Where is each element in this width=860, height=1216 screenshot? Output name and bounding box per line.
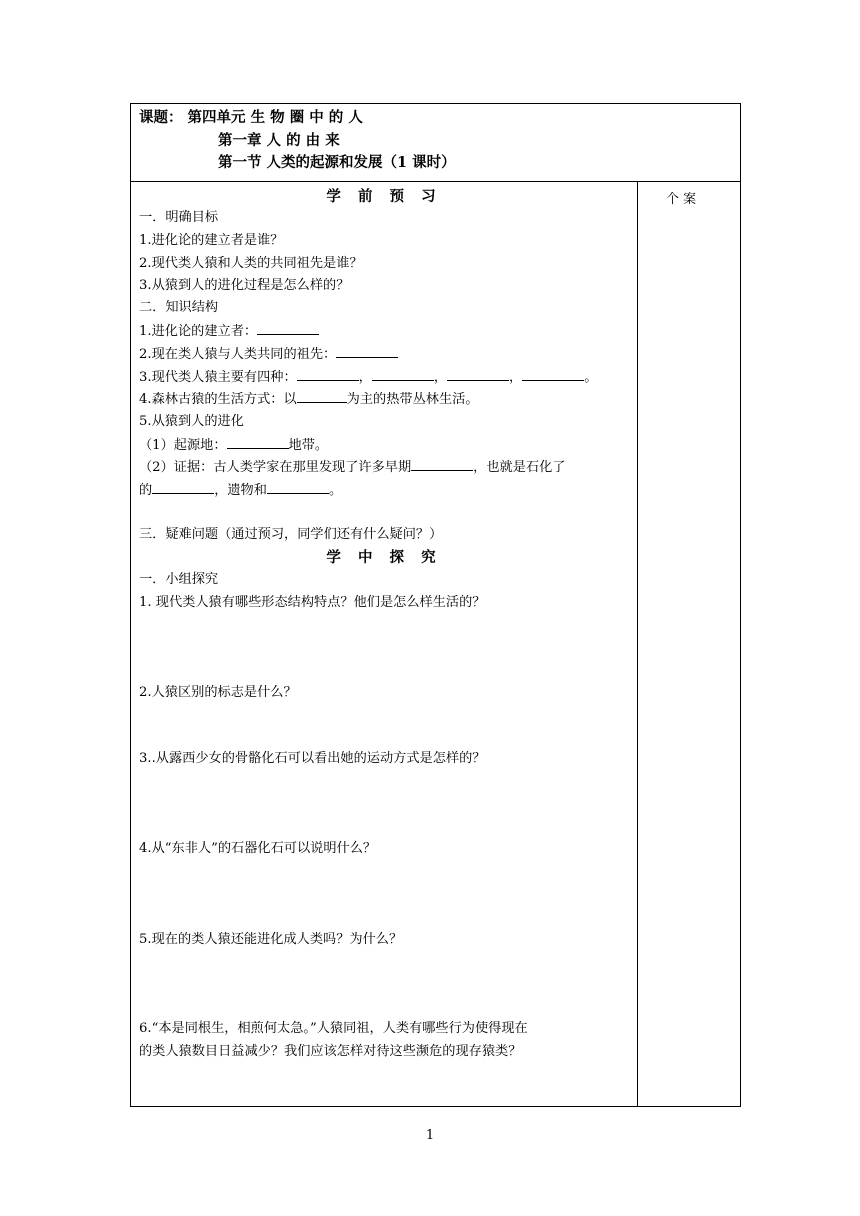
goal-question-1: 1.进化论的建立者是谁？ <box>139 233 284 248</box>
inquiry-question-5: 5.现在的类人猿还能进化成人类吗？为什么？ <box>139 932 403 947</box>
answer-blank[interactable] <box>257 321 319 335</box>
fill-text: 1.进化论的建立者： <box>139 324 258 339</box>
fill-line-1 <box>139 321 319 342</box>
group-inquiry-heading: 一．小组探究 <box>139 572 219 587</box>
lesson-header <box>131 104 740 182</box>
inquiry-question-2: 2.人猿区别的标志是什么？ <box>139 685 297 700</box>
goal-question-3: 3.从猿到人的进化过程是怎么样的？ <box>139 278 350 293</box>
inquiry-question-1: 1. 现代类人猿有哪些形态结构特点？他们是怎么样生活的？ <box>139 595 486 610</box>
in-class-title: 学 中 探 究 <box>326 549 442 566</box>
fill-text: ，遗物和 <box>214 483 267 498</box>
goal-question-2: 2.现代类人猿和人类的共同祖先是谁？ <box>139 256 363 271</box>
fill-text: 3.现代类人猿主要有四种： <box>139 370 297 385</box>
inquiry-question-6b: 的类人猿数目日益减少？我们应该怎样对待这些濒危的现存猿类？ <box>139 1044 522 1059</box>
evolution-heading: 5.从猿到人的进化 <box>139 414 244 429</box>
fill-line-6 <box>139 457 565 478</box>
fill-text: （1）起源地： <box>139 438 227 453</box>
fill-line-5 <box>139 435 328 456</box>
fill-text: 的 <box>139 483 153 498</box>
fill-line-3 <box>139 367 597 388</box>
fill-line-7 <box>139 480 342 501</box>
separator: ， <box>358 370 372 385</box>
period: 。 <box>328 483 343 498</box>
fill-text: 2.现在类人猿与人类共同的祖先： <box>139 347 337 362</box>
pre-study-title: 学 前 预 习 <box>326 188 442 205</box>
inquiry-question-3: 3..从露西少女的骨骼化石可以看出她的运动方式是怎样的？ <box>139 751 486 766</box>
fill-text: 4.森林古猿的生活方式：以 <box>139 392 297 407</box>
fill-text: 为主的热带丛林生活。 <box>346 392 479 407</box>
structure-heading: 二．知识结构 <box>139 300 219 315</box>
fill-text: 地带。 <box>288 438 329 453</box>
side-column-label: 个 案 <box>666 192 697 207</box>
lesson-topic: 课题： 第四单元 生 物 圈 中 的 人 <box>139 109 363 126</box>
fill-line-2 <box>139 344 398 365</box>
answer-blank[interactable] <box>152 480 214 494</box>
separator: ， <box>509 370 523 385</box>
goal-heading: 一．明确目标 <box>139 210 219 225</box>
column-divider <box>637 182 638 1107</box>
fill-line-4 <box>139 389 479 410</box>
questions-heading: 三．疑难问题（通过预习，同学们还有什么疑问？） <box>139 527 443 542</box>
answer-blank[interactable] <box>447 367 509 381</box>
fill-text: （2）证据：古人类学家在那里发现了许多早期 <box>139 460 412 475</box>
answer-blank[interactable] <box>297 367 359 381</box>
answer-blank[interactable] <box>372 367 434 381</box>
answer-blank[interactable] <box>267 480 329 494</box>
inquiry-question-6a: 6.“本是同根生，相煎何太急。”人猿同祖，人类有哪些行为使得现在 <box>139 1021 528 1036</box>
answer-blank[interactable] <box>411 457 473 471</box>
answer-blank[interactable] <box>227 435 289 449</box>
answer-blank[interactable] <box>522 367 584 381</box>
inquiry-question-4: 4.从“东非人”的石器化石可以说明什么？ <box>139 841 377 856</box>
lesson-table <box>130 103 741 1107</box>
page-number: 1 <box>425 1128 435 1143</box>
answer-blank[interactable] <box>336 344 398 358</box>
lesson-section: 第一节 人类的起源和发展（1 课时） <box>218 154 456 171</box>
lesson-chapter: 第一章 人 的 由 来 <box>218 132 340 149</box>
period: 。 <box>584 370 598 385</box>
answer-blank[interactable] <box>297 389 347 403</box>
separator: ， <box>433 370 448 385</box>
fill-text: ，也就是石化了 <box>473 460 566 475</box>
